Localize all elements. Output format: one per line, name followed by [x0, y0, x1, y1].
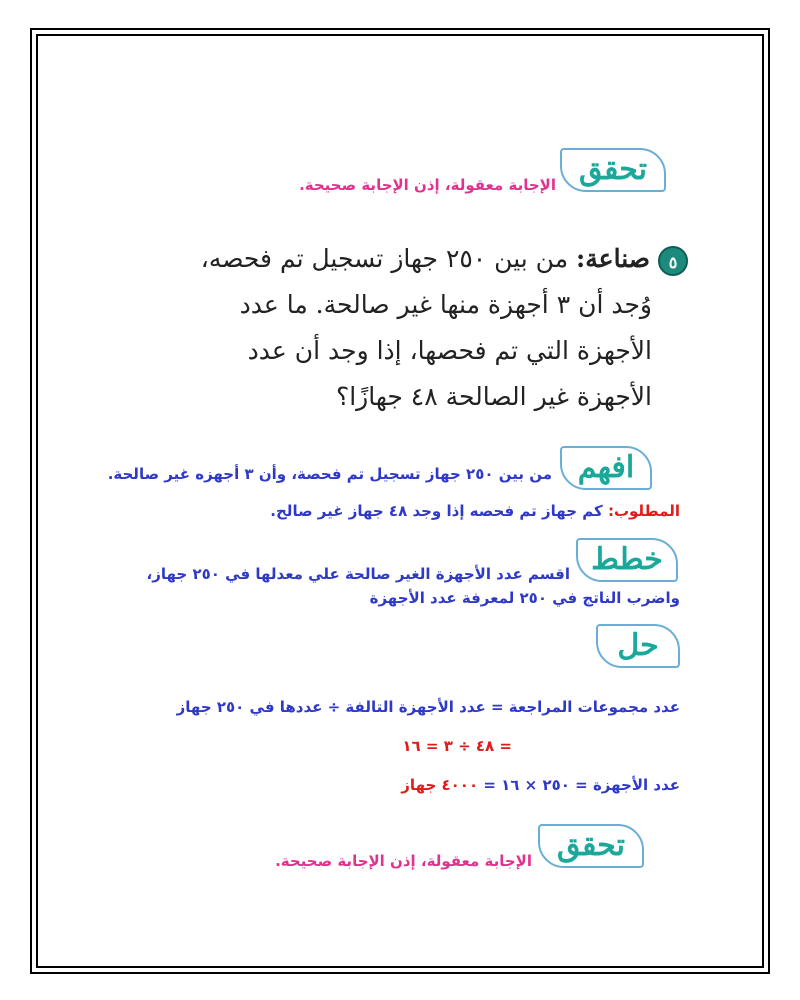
- solve-line-1: عدد مجموعات المراجعة = عدد الأجهزة التالفة ÷ عددها في ٢٥٠ جهاز: [176, 698, 680, 716]
- problem-number-badge: ٥: [658, 246, 688, 276]
- problem-line-3: الأجهزة التي تم فحصها، إذا وجد أن عدد: [247, 336, 652, 365]
- problem-line-1: [128, 236, 688, 282]
- problem-line-2: وُجد أن ٣ أجهزة منها غير صالحة. ما عدد: [239, 290, 652, 319]
- problem-statement: [128, 236, 688, 420]
- check-text-top: الإجابة معقولة، إذن الإجابة صحيحة.: [299, 176, 556, 194]
- check-badge-bottom: [538, 824, 644, 868]
- solve-line-3: [401, 776, 680, 794]
- understand-badge-label: افهم: [577, 450, 635, 485]
- understand-text: من بين ٢٥٠ جهاز تسجيل تم فحصة، وأن ٣ أجهزه غير صالحة.: [107, 465, 552, 483]
- problem-title: صناعة:: [576, 244, 650, 273]
- required-line: [270, 502, 680, 520]
- required-text: كم جهاز تم فحصه إذا وجد ٤٨ جهاز غير صالح.: [270, 502, 603, 520]
- problem-line-1-text: من بين ٢٥٠ جهاز تسجيل تم فحصه،: [200, 244, 569, 273]
- plan-line-1: اقسم عدد الأجهزة الغير صالحة علي معدلها في ٢٥٠ جهاز،: [146, 565, 570, 583]
- understand-badge: [560, 446, 652, 490]
- required-label: المطلوب:: [607, 502, 680, 520]
- check-badge-label-bottom: تحقق: [557, 828, 625, 863]
- solve-badge-label: حل: [617, 628, 659, 663]
- solve-line-3-prefix: عدد الأجهزة = ٢٥٠ × ١٦ =: [478, 776, 680, 794]
- plan-badge: [576, 538, 678, 582]
- check-badge-label: تحقق: [579, 152, 647, 187]
- plan-line-2: واضرب الناتج في ٢٥٠ لمعرفة عدد الأجهزة: [369, 589, 680, 607]
- solve-badge: [596, 624, 680, 668]
- problem-line-4: الأجهزة غير الصالحة ٤٨ جهازًا؟: [335, 382, 652, 411]
- check-text-bottom: الإجابة معقولة، إذن الإجابة صحيحة.: [275, 852, 532, 870]
- plan-badge-label: خطط: [591, 542, 663, 577]
- solve-line-2: = ٤٨ ÷ ٣ = ١٦: [402, 737, 512, 755]
- solve-final-answer: ٤٠٠٠ جهاز: [401, 776, 479, 794]
- check-badge-top: [560, 148, 666, 192]
